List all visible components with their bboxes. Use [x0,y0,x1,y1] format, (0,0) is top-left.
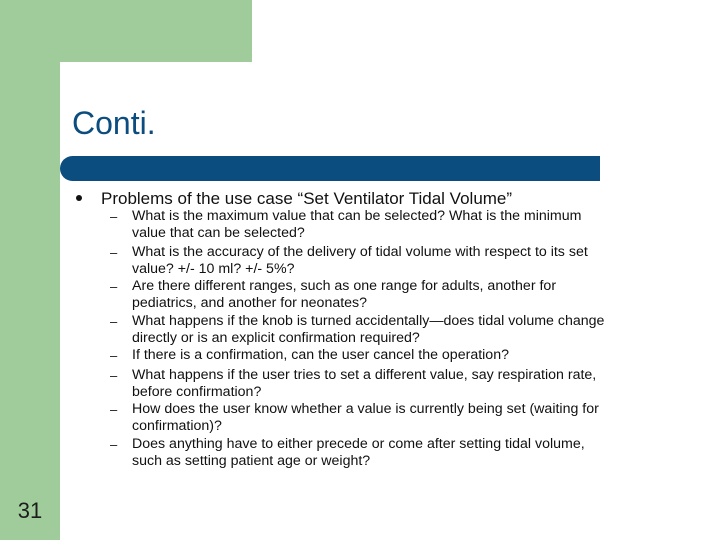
sub-bullet-text-line: value? +/- 10 ml? +/- 5%? [132,261,295,277]
sub-bullet-text-line: directly or is an explicit confirmation required? [132,330,420,346]
slide-title: Conti. [72,105,156,141]
sub-bullet-item [110,208,675,242]
left-green-rail [0,0,60,540]
sub-bullet-text-line: What happens if the user tries to set a different value, say respiration rate, [132,367,597,383]
sub-bullet-text-line: such as setting patient age or weight? [132,453,371,469]
sub-bullet-item [110,367,675,401]
sub-bullet-text-line: How does the user know whether a value is currently being set (waiting for [132,401,599,417]
dash-bullet-icon: – [110,245,118,260]
sub-bullet-text-line: confirmation)? [132,418,222,434]
title-underline-bar [60,156,600,181]
dash-bullet-icon: – [110,402,118,417]
slide-number: 31 [17,498,43,523]
dash-bullet-icon: – [110,348,118,363]
sub-bullet-item [110,313,675,347]
sub-bullet-item [110,436,675,470]
main-bullet-item [76,188,696,210]
dash-bullet-icon: – [110,437,118,452]
filled-circle-bullet-icon [76,195,82,201]
sub-bullet-text-line: value that can be selected? [132,225,305,241]
dash-bullet-icon: – [110,279,118,294]
sub-bullet-text-line: Does anything have to either precede or come after setting tidal volume, [132,436,585,452]
dash-bullet-icon: – [110,209,118,224]
sub-bullet-text-line: Are there different ranges, such as one range for adults, another for [132,278,557,294]
sub-bullet-text-line: What happens if the knob is turned accidentally—does tidal volume change [132,313,605,329]
sub-bullet-item [110,401,675,435]
sub-bullet-text-line: What is the maximum value that can be selected? What is the minimum [132,208,582,224]
sub-bullet-item [110,244,675,278]
dash-bullet-icon: – [110,368,118,383]
sub-bullet-text-line: before confirmation? [132,384,262,400]
sub-bullet-item [110,347,675,364]
top-green-band [0,0,252,62]
sub-bullet-item [110,278,675,312]
sub-bullet-text-line: What is the accuracy of the delivery of tidal volume with respect to its set [132,244,588,260]
sub-bullet-text-line: pediatrics, and another for neonates? [132,295,368,311]
dash-bullet-icon: – [110,314,118,329]
main-bullet-text: Problems of the use case “Set Ventilator Tidal Volume” [101,189,513,208]
sub-bullet-text-line: If there is a confirmation, can the user cancel the operation? [132,347,509,363]
